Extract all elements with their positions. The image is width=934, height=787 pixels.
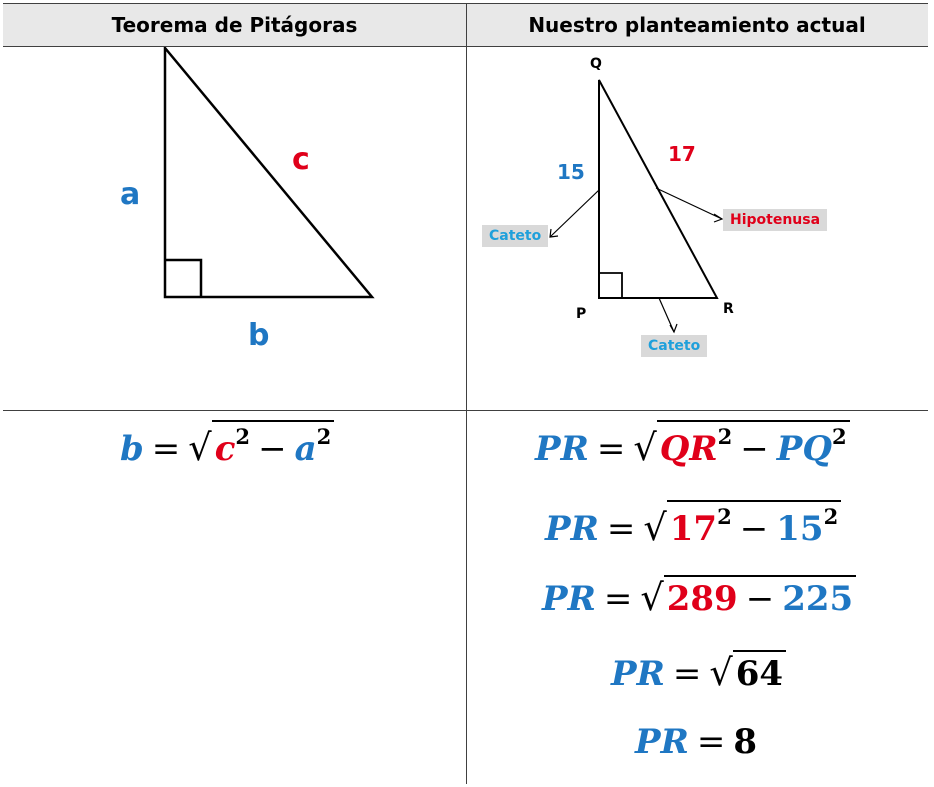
formula-b-minus: − bbox=[258, 428, 287, 469]
line2-minus: − bbox=[739, 508, 769, 549]
formula-b-a-exp: 2 bbox=[316, 424, 332, 449]
line4-sqrt: √64 bbox=[709, 650, 786, 694]
line2-17: 17 bbox=[669, 508, 718, 549]
line1-equals: = bbox=[596, 428, 626, 469]
vertex-q-label: Q bbox=[590, 56, 602, 72]
line3-225: 225 bbox=[782, 579, 854, 619]
line1-pq: PQ bbox=[776, 428, 832, 469]
line4-lhs: PR bbox=[611, 654, 665, 694]
right-angle-marker bbox=[165, 260, 201, 297]
line3-sqrt: √289 − 225 bbox=[640, 575, 856, 619]
right-triangle-diagram bbox=[3, 47, 466, 407]
formula-b-lhs: b bbox=[120, 428, 144, 469]
formula-b-sqrt: $√c^2 - a^2$ bbox=[188, 420, 334, 469]
length-pq-label: 15 bbox=[557, 160, 585, 184]
line4-equals: = bbox=[672, 654, 702, 694]
vertex-p-label: P bbox=[576, 306, 587, 322]
line3-minus: − bbox=[745, 579, 775, 619]
arrowhead-hipotenusa bbox=[714, 214, 722, 222]
header-current-approach: Nuestro planteamiento actual bbox=[528, 12, 866, 37]
line2-15-exp: 2 bbox=[823, 504, 839, 529]
hipotenusa-tag: Hipotenusa bbox=[723, 209, 827, 231]
formula-line-3 bbox=[542, 575, 856, 619]
arrow-cateto-upper bbox=[550, 190, 599, 237]
formula-b bbox=[120, 420, 334, 469]
header-pythagorean-theorem: Teorema de Pitágoras bbox=[111, 12, 358, 37]
line5-lhs: PR bbox=[635, 722, 689, 762]
formula-line-5 bbox=[635, 722, 757, 762]
line3-lhs: PR bbox=[542, 579, 596, 619]
line1-qr: QR bbox=[659, 428, 718, 469]
line2-equals: = bbox=[606, 508, 636, 549]
line2-sqrt: $√17^2 - 15^2$ bbox=[643, 500, 841, 549]
line3-equals: = bbox=[603, 579, 633, 619]
line3-289: 289 bbox=[666, 579, 738, 619]
line2-lhs: PR bbox=[545, 508, 599, 549]
line2-15: 15 bbox=[776, 508, 824, 549]
cateto-tag-upper: Cateto bbox=[482, 225, 548, 247]
side-b-label: b bbox=[248, 318, 270, 353]
formula-b-c: c bbox=[214, 428, 236, 469]
line1-minus: − bbox=[740, 428, 769, 469]
formula-b-a: a bbox=[294, 428, 317, 469]
formula-line-2 bbox=[545, 500, 841, 549]
line4-64: 64 bbox=[735, 654, 784, 694]
line1-pq-exp: 2 bbox=[831, 424, 847, 449]
vertex-r-label: R bbox=[723, 301, 734, 317]
side-c-label: c bbox=[292, 142, 310, 177]
line2-17-exp: 2 bbox=[717, 504, 732, 529]
line5-result: 8 bbox=[733, 722, 757, 762]
cateto-tag-lower: Cateto bbox=[641, 335, 707, 357]
length-qr-label: 17 bbox=[668, 142, 696, 166]
line1-lhs: PR bbox=[535, 428, 589, 469]
line1-sqrt: $√QR^2 - PQ^2$ bbox=[633, 420, 849, 469]
right-angle-marker-p bbox=[599, 273, 622, 298]
formula-b-c-exp: 2 bbox=[235, 424, 251, 449]
line1-qr-exp: 2 bbox=[717, 424, 733, 449]
line5-equals: = bbox=[696, 722, 726, 762]
formula-line-4 bbox=[611, 650, 786, 694]
formula-b-equals: = bbox=[151, 428, 181, 469]
formula-line-1 bbox=[535, 420, 850, 469]
side-a-label: a bbox=[120, 177, 141, 212]
